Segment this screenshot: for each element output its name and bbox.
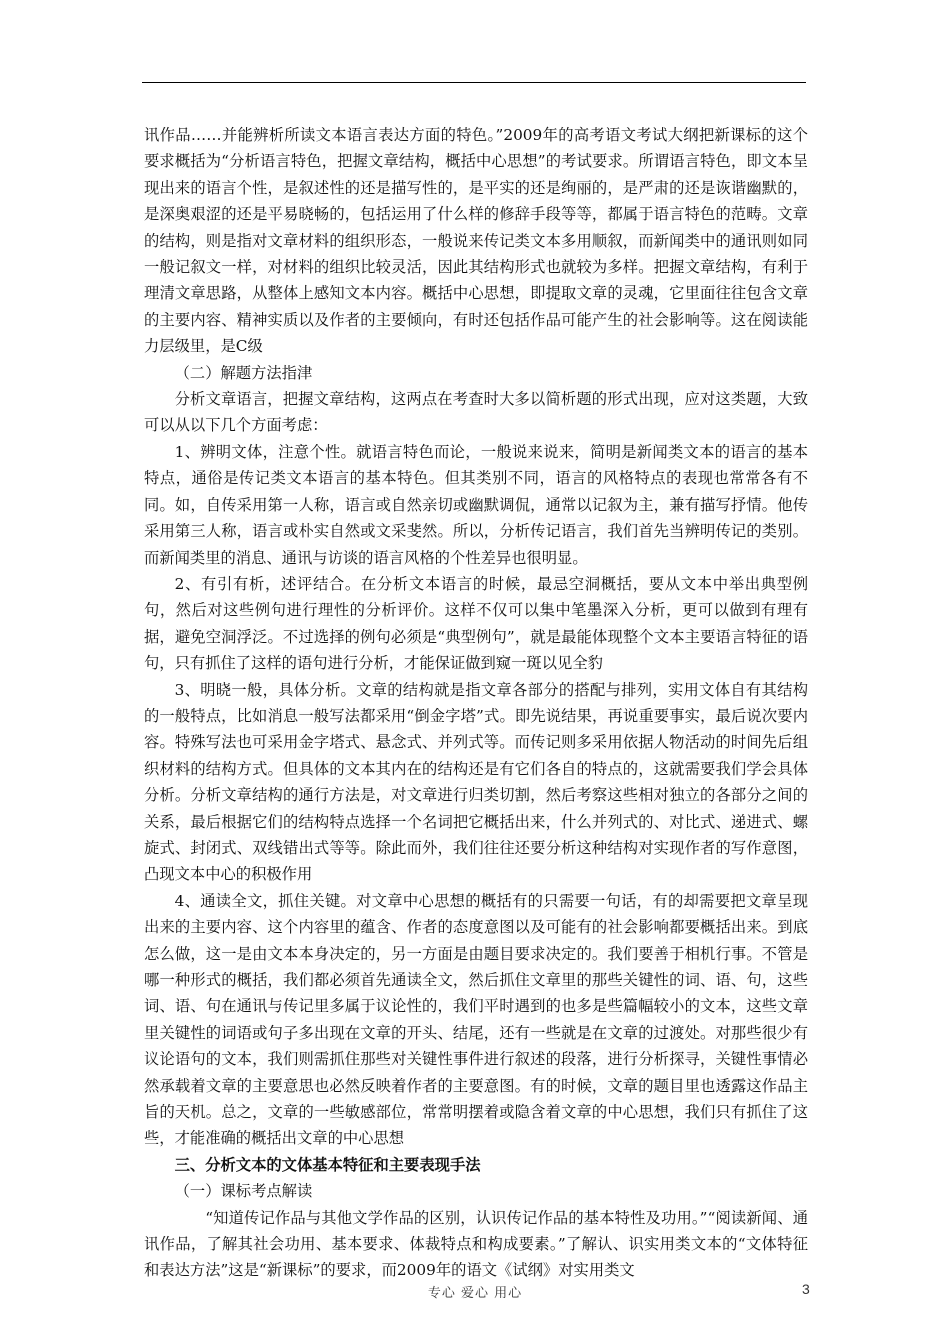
page-number: 3	[802, 1281, 810, 1297]
document-body	[144, 122, 808, 1284]
paragraph-point-2: 2、有引有析，述评结合。在分析文本语言的时候，最忌空洞概括，要从文本中举出典型例句，然后对这些例句进行理性的分析评价。这样不仅可以集中笔墨深入分析，更可以做到有理有据，避免空洞浮泛。不过选择的例句必须是“典型例句”，就是最能体现整个文本主要语言特征的语句，只有抓住了这样的语句进行分析，才能保证做到窥一斑以见全豹	[144, 574, 808, 673]
subheading-curriculum: （一）课标考点解读	[174, 1182, 313, 1201]
header-rule	[142, 82, 806, 83]
paragraph-curriculum-quote: “知道传记作品与其他文学作品的区别，认识传记作品的基本特性及功用。”“阅读新闻、通讯作品，了解其社会功用、基本要求、体裁特点和构成要素。”了解认、识实用类文本的“文体特征和表达方法”这是“新课标”的要求，而2009年的语文《试纲》对实用类文	[144, 1208, 808, 1280]
subheading-solution-methods: （二）解题方法指津	[174, 363, 313, 382]
paragraph-point-3: 3、明晓一般，具体分析。文章的结构就是指文章各部分的搭配与排列，实用文体自有其结构的一般特点，比如消息一般写法都采用“倒金字塔”式。即先说结果，再说重要事实，最后说次要内容。特殊写法也可采用金字塔式、悬念式、并列式等。而传记则多采用依据人物活动的时间先后组织材料的结构方式。但具体的文本其内在的结构还是有它们各自的特点的，这就需要我们学会具体分析。分析文章结构的通行方法是，对文章进行归类切割，然后考察这些相对独立的各部分之间的关系，最后根据它们的结构特点选择一个名词把它概括出来，什么并列式的、对比式、递进式、螺旋式、封闭式、双线错出式等等。除此而外，我们往往还要分析这种结构对实现作者的写作意图，凸现文本中心的积极作用	[144, 680, 808, 884]
paragraph-overview: 分析文章语言，把握文章结构，这两点在考查时大多以简析题的形式出现，应对这类题，大致可以从以下几个方面考虑：	[144, 390, 808, 435]
section-heading-3: 三、分析文本的文体基本特征和主要表现手法	[174, 1155, 481, 1174]
paragraph-intro: 讯作品……并能辨析所读文本语言表达方面的特色。”2009年的高考语文考试大纲把新课标的这个要求概括为“分析语言特色，把握文章结构，概括中心思想”的考试要求。所谓语言特色，即文本呈现出来的语言个性，是叙述性的还是描写性的，是平实的还是绚丽的，是严肃的还是诙谐幽默的，是深奥艰涩的还是平易晓畅的，包括运用了什么样的修辞手段等等，都属于语言特色的范畴。文章的结构，则是指对文章材料的组织形态，一般说来传记类文本多用顺叙，而新闻类中的通讯则如同一般记叙文一样，对材料的组织比较灵活，因此其结构形式也就较为多样。把握文章结构，有利于理清文章思路，从整体上感知文本内容。概括中心思想，即提取文章的灵魂，它里面往往包含文章的主要内容、精神实质以及作者的主要倾向，有时还包括作品可能产生的社会影响等。这在阅读能力层级里，是C级	[144, 126, 808, 356]
paragraph-point-4: 4、通读全文，抓住关键。对文章中心思想的概括有的只需要一句话，有的却需要把文章呈现出来的主要内容、这个内容里的蕴含、作者的态度意图以及可能有的社会影响都要概括出来。到底怎么做，这一是由文本本身决定的，另一方面是由题目要求决定的。我们要善于相机行事。不管是哪一种形式的概括，我们都必须首先通读全文，然后抓住文章里的那些关键性的词、语、句，这些词、语、句在通讯与传记里多属于议论性的，我们平时遇到的也多是些篇幅较小的文本，这些文章里关键性的词语或句子多出现在文章的开头、结尾，还有一些就是在文章的过渡处。对那些很少有议论语句的文本，我们则需抓住那些对关键性事件进行叙述的段落，进行分析探寻，关键性事情必然承载着文章的主要意思也必然反映着作者的主要意图。有的时候，文章的题目里也透露这作品主旨的天机。总之，文章的一些敏感部位，常常明摆着或隐含着文章的中心思想，我们只有抓住了这些，才能准确的概括出文章的中心思想	[144, 891, 808, 1148]
paragraph-point-1: 1、辨明文体，注意个性。就语言特色而论，一般说来说来，简明是新闻类文本的语言的基本特点，通俗是传记类文本语言的基本特色。但其类别不同，语言的风格特点的表现也常常各有不同。如，自传采用第一人称，语言或自然亲切或幽默调侃，通常以记叙为主，兼有描写抒情。他传采用第三人称，语言或朴实自然或文采斐然。所以，分析传记语言，我们首先当辨明传记的类别。而新闻类里的消息、通讯与访谈的语言风格的个性差异也很明显。	[144, 442, 808, 567]
footer-motto: 专心 爱心 用心	[427, 1286, 523, 1301]
